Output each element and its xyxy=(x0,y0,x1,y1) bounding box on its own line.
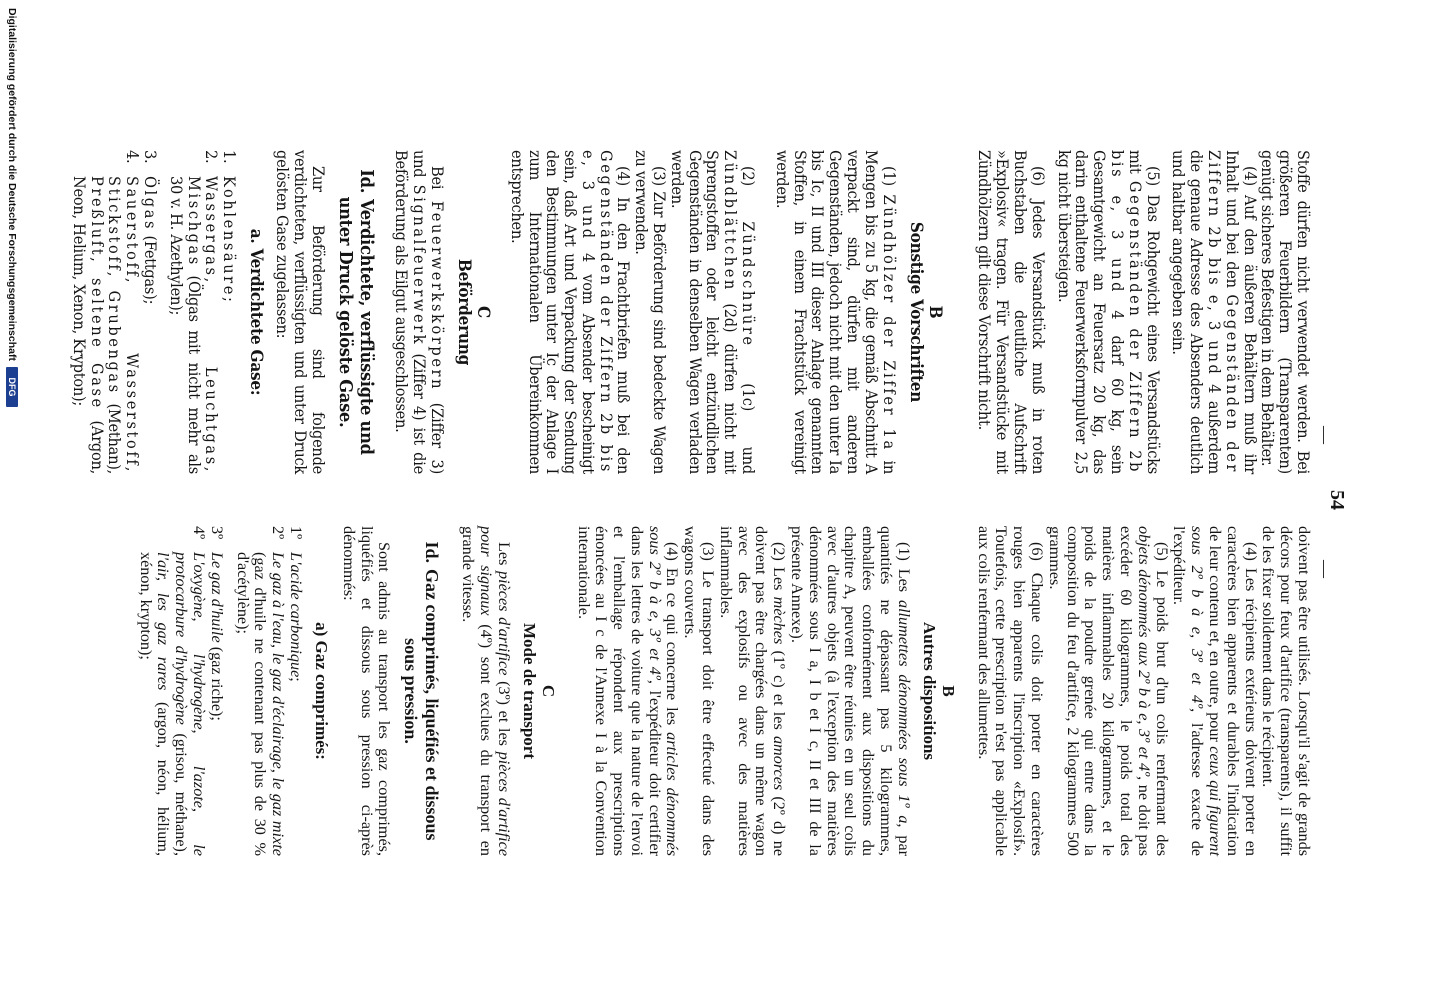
german-b-paragraph-3: (3) Zur Beförderung sind bedeckte Wagen zu verwenden. xyxy=(632,150,670,474)
german-section-c-letter: C xyxy=(472,306,493,318)
german-section-b-letter: B xyxy=(924,305,945,319)
german-subheading-a: a. Verdichtete Gase: xyxy=(246,228,267,396)
french-paragraph-5: (5) Le poids brut d'un colis renfermant des objets dénommés aux 2º b à e, 3º et 4º, ne doit pas excéder 60 kilogrammes, le poids total des matières inflammables 20 kilogrammes, et le poids de la poudre grenée qui entre dans la composition du feu d'artifice, 2 kilogrammes 500 grammes. xyxy=(1045,526,1171,857)
french-b-paragraph-1: (1) Les allumettes dénommées sous 1º a, par quantités ne dépassant pas 5 kilogrammes, emballées conformément aux dispositions du chapitre A, peuvent être réunies en un seul colis avec d'autres objets (à l'exception des matières dénommées sous I a, I b et I c, II et III de la présente Annexe). xyxy=(788,526,913,857)
digitization-credit-text: Digitalisierung gefördert durch die Deutsche Forschungsgemeinschaft xyxy=(6,8,18,361)
german-gas-item-2: 2. Wassergas, Leuchtgas, Mischgas (Ölgas mit nicht mehr als 30 v. H. Azethylen); xyxy=(166,150,222,474)
french-heading-id: Id.Gaz comprimés, liquéfiés et dissous sous pression. xyxy=(401,541,443,841)
french-section-c-title: Mode de transport xyxy=(519,623,539,759)
german-gas-item-4: 4. Sauerstoff, Wasserstoff, Stickstoff, Grubengas (Methan), Preßluft, seltene Gase (Argon, Neon, Helium, Xenon, Krypton); xyxy=(69,150,143,475)
german-section-b-title: Sonstige Vorschriften xyxy=(905,221,926,403)
french-b-paragraph-4: (4) En ce qui concerne les articles dénommés sous 2º b à e, 3º et 4º, l'expéditeur doit certifier dans les lettres de voiture que la nature de l'envoi et l'emballage répondent aux prescriptions énoncées au I c de l'Annexe I à la Convention internationale. xyxy=(574,526,682,857)
german-paragraph-6: (6) Jedes Versandstück muß in roten Buchstaben die deutliche Aufschrift »Explosiv« tragen. Für Versandstücke mit Zündhölzern gilt diese Vorschrift nicht. xyxy=(975,150,1048,474)
german-gas-item-1: 1. Kohlensäure; xyxy=(220,150,240,302)
german-intro: Stoffe dürfen nicht verwendet werden. Bei größeren Feuerbildern (Transparenten) genügt sicheres Befestigen in dem Behälter. xyxy=(1258,150,1313,474)
french-intro: doivent pas être utilisés. Lorsqu'il s'agit de grands décors pour feux d'artifice (transparents), il suffit de les fixer solidement dans le récipient. xyxy=(1259,526,1313,856)
page-number-dash-right: — xyxy=(1315,560,1335,578)
french-gas-item-1: 1º L'acide carbonique; xyxy=(286,526,305,682)
german-gas-item-3: 3. Ölgas (Fettgas); xyxy=(140,150,160,305)
french-section-c-letter: C xyxy=(538,684,558,698)
french-gas-item-4: 4º L'oxygène, l'hydrogène, l'azote, le protocarbure d'hydrogène (grisou, méthane), l'air, les gaz rares (argon, néon, hélium, xénon, krypton); xyxy=(136,526,208,856)
french-paragraph-6: (6) Chaque colis doit porter en caractères rouges bien apparents l'inscription «Explosif». Toutefois, cette prescription n'est pas applicable aux colis renfermant des allumettes. xyxy=(974,526,1047,856)
french-gas-item-2: 2º Le gaz à l'eau, le gaz d'éclairage, le gaz mixte (gaz d'huile ne contenant pas plus de 30 % d'acétylène); xyxy=(233,526,288,856)
digitization-credit xyxy=(6,8,18,407)
german-b-paragraph-2: (2) Zündschnüre (1c) und Zündblättchen (2d) dürfen nicht mit Sprengstoffen oder leicht entzündlichen Gegenständen in denselben Wagen verladen werden. xyxy=(667,150,759,474)
german-c-paragraph: Bei Feuerwerkskörpern (Ziffer 3) und Signalfeuerwerk (Ziffer 4) ist die Beförderung als Eilgut ausgeschlossen. xyxy=(392,150,447,475)
german-b-paragraph-4: (4) In den Frachtbriefen muß bei den Gegenständen der Ziffern 2b bis e, 3 und 4 vom Absender bescheinigt sein, daß Art und Verpackung der Sendung den Bestimmungen unter Ic der Anlage I zum Internationalen Übereinkommen entsprechen. xyxy=(507,150,634,474)
french-column xyxy=(136,526,1312,856)
german-paragraph-4: (4) Auf den äußeren Behältern muß ihr Inhalt und bei den Gegenständen der Ziffern 2b bis e, 3 und 4 außerdem die genaue Adresse des Absenders deutlich und haltbar angegeben sein. xyxy=(1169,150,1260,474)
page-number: 54 xyxy=(1326,490,1348,510)
french-section-b-letter: B xyxy=(938,685,958,697)
french-subheading-a: a) Gaz comprimés: xyxy=(311,622,331,760)
dfg-logo: DFG xyxy=(6,367,18,407)
german-admitted-gases: Zur Beförderung sind folgende verdichteten, verflüssigten und unter Druck gelösten Gase zugelassen: xyxy=(272,150,328,474)
french-section-b-title: Autres dispositions xyxy=(919,621,939,761)
french-b-paragraph-3: (3) Le transport doit être effectué dans des wagons couverts. xyxy=(681,526,718,856)
french-b-paragraph-2: (2) Les mèches (1º c) et les amorces (2º d) ne doivent pas être chargées dans un même wagon avec des explosifs ou avec des matières inflammables. xyxy=(716,526,789,857)
page-number-dash-left: — xyxy=(1315,426,1335,444)
french-paragraph-4: (4) Les récipients extérieurs doivent porter en caractères bien apparents et durables l'indication de leur contenu et, en outre, pour ceux qui figurent sous 2º b à e, 3º et 4º, l'adresse exacte de l'expéditeur. xyxy=(1170,526,1260,857)
french-admitted-gases: Sont admis au transport les gaz comprimés, liquéfiés et dissous sous pression ci-après dénommés: xyxy=(339,526,394,856)
french-c-paragraph: Les pièces d'artifice (3º) et les pièces d'artifice pour signaux (4º) sont exclues du transport en grande vitesse. xyxy=(459,526,513,857)
german-heading-id: Id.Verdichtete, verflüssigte und unter Druck gelöste Gase. xyxy=(334,169,377,455)
german-paragraph-5: (5) Das Rohgewicht eines Versandstücks mit Gegenständen der Ziffern 2b bis e, 3 und 4 darf 60 kg, sein Gesamtgewicht an Feuersatz 20 kg, das darin enthaltene Feuerwerksformpulver 2,5 kg nicht übersteigen. xyxy=(1054,150,1163,475)
german-column xyxy=(70,150,1312,474)
german-b-paragraph-1: (1) Zündhölzer der Ziffer 1a in Mengen bis zu 5 kg, die gemäß Abschnitt A verpackt sind, dürfen mit anderen Gegenständen, jedoch nicht mit den unter Ia bis Ic, II und III dieser Anlage genannten Stoffen, in einem Frachtstück vereinigt werden. xyxy=(772,150,899,474)
german-section-c-title: Beförderung xyxy=(453,258,474,366)
french-gas-item-3: 3º Le gaz d'huile (gaz riche); xyxy=(207,526,226,721)
